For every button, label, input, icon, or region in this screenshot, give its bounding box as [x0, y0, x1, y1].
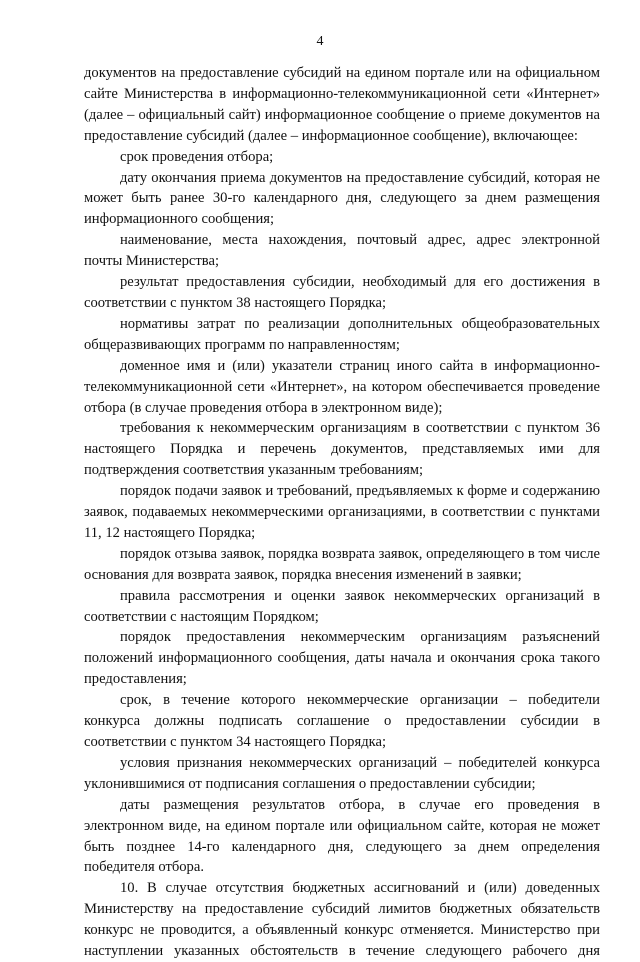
document-body	[84, 63, 600, 962]
list-item-withdrawal-procedure: порядок отзыва заявок, порядка возврата заявок, определяющего в том числе основания для возврата заявок, порядка внесения изменений в заявки;	[84, 545, 600, 583]
list-item-submission-procedure: порядок подачи заявок и требований, предъявляемых к форме и содержанию заявок, подаваемых некоммерческими организациями, в соответствии с пунктами 11, 12 настоящего Порядка;	[84, 483, 600, 541]
list-item-agreement-term: срок, в течение которого некоммерческие организации – победители конкурса должны подписать соглашение о предоставлении субсидии в соответствии с пунктом 34 настоящего Порядка;	[84, 692, 600, 750]
list-item-domain-name: доменное имя и (или) указатели страниц иного сайта в информационно-телекоммуникационной сети «Интернет», на котором обеспечивается проведение отбора (в случае проведения отбора в электронном виде);	[84, 357, 600, 416]
list-item-cost-norms: нормативы затрат по реализации дополнительных общеобразовательных общеразвивающих программ по направленностям;	[84, 315, 600, 353]
list-item-review-rules: правила рассмотрения и оценки заявок некоммерческих организаций в соответствии с настоящим Порядком;	[84, 587, 600, 625]
page-number: 4	[316, 34, 324, 49]
list-item-clarifications: порядок предоставления некоммерческим организациям разъяснений положений информационного сообщения, даты начала и окончания срока такого предоставления;	[84, 629, 600, 688]
list-item-selection-period: срок проведения отбора;	[120, 148, 274, 165]
list-item-results-publication: даты размещения результатов отбора, в случае его проведения в электронном виде, на едином портале или официальном сайте, которая не может быть позднее 14-го календарного дня, следующего за днем определения победителя отбора.	[84, 796, 600, 876]
paragraph-section-10: 10. В случае отсутствия бюджетных ассигнований и (или) доведенных Министерству на предоставление субсидий лимитов бюджетных обязательств конкурс не проводится, а объявленный конкурс отменяется. Министерство при наступлении указанных обстоятельств в течение следующего рабочего дня	[84, 880, 600, 960]
list-item-deadline: дату окончания приема документов на предоставление субсидий, которая не может быть ранее 30-го календарного дня, следующего за днем размещения информационного сообщения;	[84, 169, 600, 228]
list-item-requirements: требования к некоммерческим организациям в соответствии с пунктом 36 настоящего Порядка и перечень документов, представляемых ими для подтверждения соответствия указанным требованиям;	[84, 420, 600, 479]
list-item-evasion-conditions: условия признания некоммерческих организаций – победителей конкурса уклонившимися от подписания соглашения о предоставлении субсидии;	[84, 754, 600, 792]
list-item-ministry-contacts: наименование, места нахождения, почтовый адрес, адрес электронной почты Министерства;	[84, 232, 600, 270]
paragraph-intro: документов на предоставление субсидий на едином портале или на официальном сайте Министерства в информационно-телекоммуникационной сети «Интернет» (далее – официальный сайт) информационное сообщение о приеме документов на предоставление субсидий (далее – информационное сообщение), включающее:	[84, 65, 600, 144]
list-item-result: результат предоставления субсидии, необходимый для его достижения в соответствии с пунктом 38 настоящего Порядка;	[84, 274, 600, 311]
